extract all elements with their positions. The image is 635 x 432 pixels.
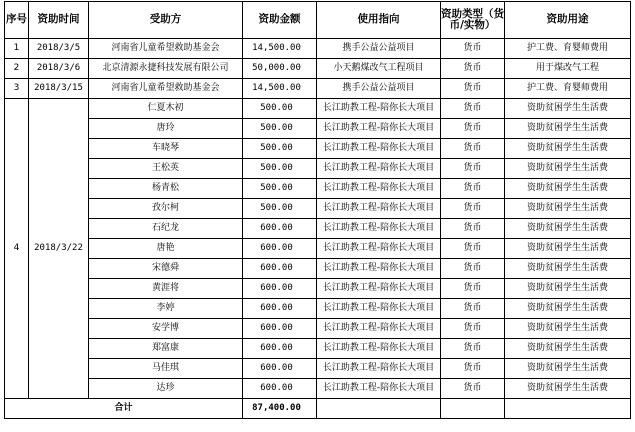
cell-purpose: 资助贫困学生生活费 [505,119,631,139]
cell-direction: 长江助教工程-陪你长大项目 [317,379,441,399]
cell-amount: 600.00 [243,219,317,239]
cell-purpose: 资助贫困学生生活费 [505,359,631,379]
cell-purpose: 资助贫困学生生活费 [505,99,631,119]
cell-amount: 600.00 [243,239,317,259]
cell-type: 货币 [441,259,505,279]
table-row [5,299,631,319]
cell-purpose: 资助贫困学生生活费 [505,159,631,179]
cell-type: 货币 [441,359,505,379]
cell-amount: 600.00 [243,259,317,279]
cell-direction: 小天鹅煤改气工程项目 [317,59,441,79]
cell-recipient: 仁夏木初 [89,99,243,119]
cell-purpose: 资助贫困学生生活费 [505,319,631,339]
cell-type: 货币 [441,159,505,179]
cell-type: 货币 [441,39,505,59]
cell-purpose: 资助贫困学生生活费 [505,139,631,159]
table-row [5,79,631,99]
cell-purpose: 用于煤改气工程 [505,59,631,79]
table-row [5,39,631,59]
cell-amount: 50,000.00 [243,59,317,79]
cell-amount: 600.00 [243,279,317,299]
cell-recipient: 王松英 [89,159,243,179]
cell-recipient: 李婷 [89,299,243,319]
total-amount: 87,400.00 [243,399,317,419]
table-row [5,259,631,279]
header-purpose: 资助用途 [505,2,631,39]
cell-recipient: 郑富康 [89,339,243,359]
cell-recipient: 河南省儿童希望救助基金会 [89,39,243,59]
cell-recipient: 达珍 [89,379,243,399]
table-row [5,99,631,119]
total-empty-direction [317,399,441,419]
cell-recipient: 河南省儿童希望救助基金会 [89,79,243,99]
table-row [5,179,631,199]
cell-direction: 长江助教工程-陪你长大项目 [317,159,441,179]
table-row [5,219,631,239]
cell-direction: 长江助教工程-陪你长大项目 [317,219,441,239]
table-row [5,59,631,79]
header-type: 资助类型（货币/实物） [441,2,505,39]
cell-recipient: 唐艳 [89,239,243,259]
total-empty-type [441,399,505,419]
cell-recipient: 唐玲 [89,119,243,139]
cell-purpose: 资助贫困学生生活费 [505,239,631,259]
table-row [5,319,631,339]
table-row [5,139,631,159]
table-body [5,39,631,419]
cell-direction: 长江助教工程-陪你长大项目 [317,179,441,199]
cell-direction: 长江助教工程-陪你长大项目 [317,239,441,259]
cell-recipient: 宋德舜 [89,259,243,279]
cell-direction: 长江助教工程-陪你长大项目 [317,139,441,159]
cell-amount: 500.00 [243,199,317,219]
cell-direction: 长江助教工程-陪你长大项目 [317,339,441,359]
table-row [5,339,631,359]
table-row [5,379,631,399]
cell-seq: 4 [5,99,29,399]
cell-direction: 长江助教工程-陪你长大项目 [317,279,441,299]
cell-seq: 2 [5,59,29,79]
header-date: 资助时间 [29,2,89,39]
cell-recipient: 孜尔柯 [89,199,243,219]
cell-seq: 3 [5,79,29,99]
cell-type: 货币 [441,319,505,339]
cell-type: 货币 [441,99,505,119]
cell-seq: 1 [5,39,29,59]
cell-direction: 长江助教工程-陪你长大项目 [317,359,441,379]
cell-type: 货币 [441,379,505,399]
cell-direction: 长江助教工程-陪你长大项目 [317,119,441,139]
cell-purpose: 资助贫困学生生活费 [505,339,631,359]
donation-table [4,1,631,419]
cell-type: 货币 [441,239,505,259]
cell-type: 货币 [441,79,505,99]
total-label: 合计 [5,399,243,419]
cell-amount: 500.00 [243,139,317,159]
header-row [5,2,631,39]
cell-amount: 600.00 [243,359,317,379]
cell-date: 2018/3/22 [29,99,89,399]
cell-recipient: 北京清源永捷科技发展有限公司 [89,59,243,79]
cell-direction: 长江助教工程-陪你长大项目 [317,259,441,279]
header-direction: 使用指向 [317,2,441,39]
cell-date: 2018/3/5 [29,39,89,59]
cell-direction: 长江助教工程-陪你长大项目 [317,319,441,339]
cell-amount: 600.00 [243,339,317,359]
cell-direction: 携手公益公益项目 [317,79,441,99]
table-row [5,359,631,379]
cell-purpose: 资助贫困学生生活费 [505,279,631,299]
table-row [5,159,631,179]
cell-purpose: 护工费、育婴师费用 [505,79,631,99]
cell-type: 货币 [441,179,505,199]
cell-recipient: 车晓琴 [89,139,243,159]
cell-purpose: 资助贫困学生生活费 [505,179,631,199]
total-empty-purpose [505,399,631,419]
cell-type: 货币 [441,199,505,219]
table-row [5,199,631,219]
cell-type: 货币 [441,339,505,359]
header-recipient: 受助方 [89,2,243,39]
cell-purpose: 资助贫困学生生活费 [505,219,631,239]
cell-type: 货币 [441,59,505,79]
cell-amount: 600.00 [243,319,317,339]
cell-recipient: 石纪龙 [89,219,243,239]
cell-amount: 600.00 [243,379,317,399]
cell-type: 货币 [441,119,505,139]
cell-type: 货币 [441,139,505,159]
cell-recipient: 安学博 [89,319,243,339]
cell-direction: 长江助教工程-陪你长大项目 [317,99,441,119]
cell-type: 货币 [441,299,505,319]
cell-amount: 500.00 [243,119,317,139]
cell-amount: 500.00 [243,99,317,119]
cell-amount: 600.00 [243,299,317,319]
cell-recipient: 杨青松 [89,179,243,199]
cell-purpose: 资助贫困学生生活费 [505,259,631,279]
table-row [5,279,631,299]
cell-type: 货币 [441,279,505,299]
cell-direction: 携手公益公益项目 [317,39,441,59]
cell-recipient: 马佳琪 [89,359,243,379]
cell-direction: 长江助教工程-陪你长大项目 [317,199,441,219]
table-row [5,239,631,259]
header-seq: 序号 [5,2,29,39]
cell-amount: 14,500.00 [243,79,317,99]
header-amount: 资助金额 [243,2,317,39]
cell-amount: 500.00 [243,159,317,179]
cell-purpose: 资助贫困学生生活费 [505,379,631,399]
table-row [5,119,631,139]
cell-direction: 长江助教工程-陪你长大项目 [317,299,441,319]
cell-purpose: 资助贫困学生生活费 [505,199,631,219]
cell-date: 2018/3/6 [29,59,89,79]
cell-recipient: 黄涯将 [89,279,243,299]
total-row [5,399,631,419]
cell-purpose: 护工费、育婴师费用 [505,39,631,59]
cell-amount: 14,500.00 [243,39,317,59]
cell-type: 货币 [441,219,505,239]
cell-date: 2018/3/15 [29,79,89,99]
cell-purpose: 资助贫困学生生活费 [505,299,631,319]
cell-amount: 500.00 [243,179,317,199]
